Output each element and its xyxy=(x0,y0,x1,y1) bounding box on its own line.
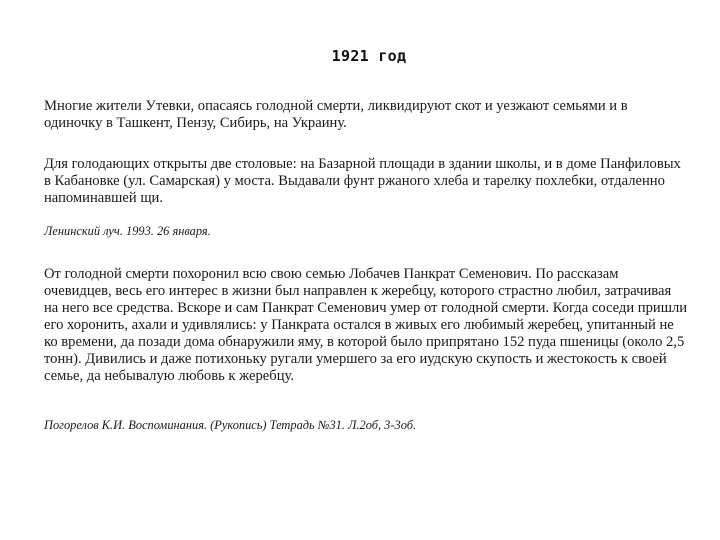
paragraph-emigration: Многие жители Утевки, опасаясь голодной смерти, ликвидируют скот и уезжают семьями и в одиночку в Ташкент, Пензу, Сибирь, на Украину. xyxy=(44,98,628,131)
source-citation-memoirs: Погорелов К.И. Воспоминания. (Рукопись) Тетрадь №31. Л.2об, 3-3об. xyxy=(44,418,417,432)
paragraph-lobachev-story: От голодной смерти похоронил всю свою семью Лобачев Панкрат Семенович. По рассказам очевидцев, весь его интерес в жизни был направлен к жеребцу, которого страстно любил, затрачивая на него все средства. Вскоре и сам Панкрат Семенович умер от голодной смерти. Когда соседи пришли его хоронить, ахали и удивлялись: у Панкрата остался в живых его любимый жеребец, упитанный не ко времени, да позади дома обнаружили яму, в которой было припрятано 152 пуда пшеницы (около 2,5 тонн). Дивились и даже потихоньку ругали умершего за его иудскую скупость и жестокость к своей семье, да небывалую любовь к жеребцу. xyxy=(44,266,688,384)
source-citation-newspaper: Ленинский луч. 1993. 26 января. xyxy=(44,224,211,238)
document-title: 1921 год xyxy=(331,47,407,65)
paragraph-canteens: Для голодающих открыты две столовые: на Базарной площади в здании школы, и в доме Панфиловых в Кабановке (ул. Самарская) у моста. Выдавали фунт ржаного хлеба и тарелку похлебки, отдаленно напоминавшей щи. xyxy=(44,156,681,206)
